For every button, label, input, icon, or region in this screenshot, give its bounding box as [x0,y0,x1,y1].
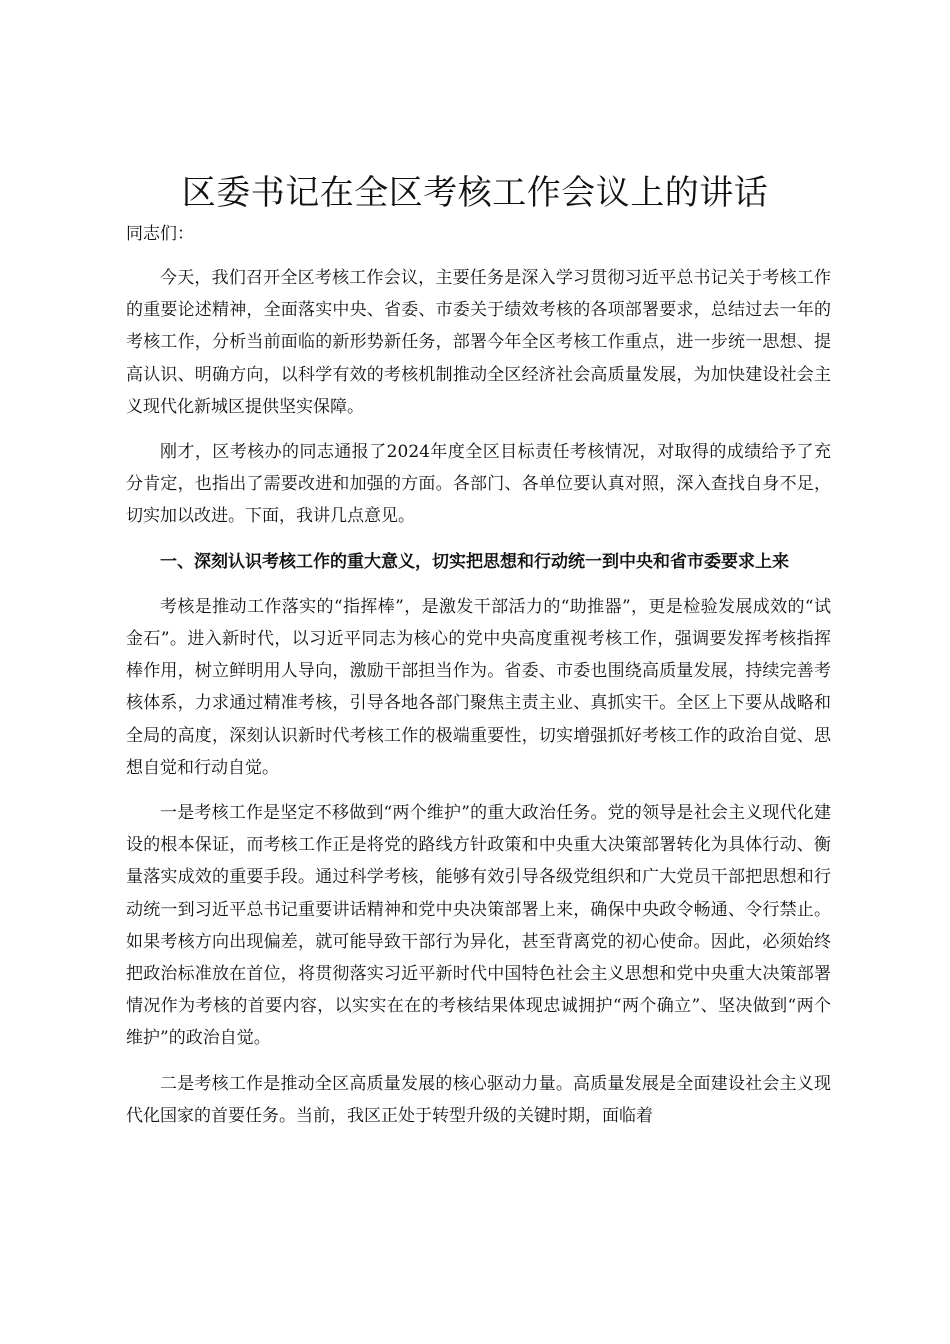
salutation: 同志们： [126,224,194,244]
paragraph-point-2: 二是考核工作是推动全区高质量发展的核心驱动力量。高质量发展是全面建设社会主义现代化国家的首要任务。当前，我区正处于转型升级的关键时期，面临着 [126,1073,831,1126]
section-heading-1: 一、深刻认识考核工作的重大意义，切实把思想和行动统一到中央和省市委要求上来 [160,551,789,572]
paragraph-overview: 刚才，区考核办的同志通报了2024年度全区目标责任考核情况，对取得的成绩给予了充分肯定，也指出了需要改进和加强的方面。各部门、各单位要认真对照，深入查找自身不足，切实加以改进。下面，我讲几点意见。 [126,442,831,527]
document-body [126,220,831,1132]
paragraph-point-1: 一是考核工作是坚定不移做到“两个维护”的重大政治任务。党的领导是社会主义现代化建设的根本保证，而考核工作正是将党的路线方针政策和中央重大决策部署转化为具体行动、衡量落实成效的重要手段。通过科学考核，能够有效引导各级党组织和广大党员干部把思想和行动统一到习近平总书记重要讲话精神和党中央决策部署上来，确保中央政令畅通、令行禁止。如果考核方向出现偏差，就可能导致干部行为异化，甚至背离党的初心使命。因此，必须始终把政治标准放在首位，将贯彻落实习近平新时代中国特色社会主义思想和党中央重大决策部署情况作为考核的首要内容，以实实在在的考核结果体现忠诚拥护“两个确立”、坚决做到“两个维护”的政治自觉。 [126,803,831,1049]
paragraph-intro: 今天，我们召开全区考核工作会议，主要任务是深入学习贯彻习近平总书记关于考核工作的重要论述精神，全面落实中央、省委、市委关于绩效考核的各项部署要求，总结过去一年的考核工作，分析当前面临的新形势新任务，部署今年全区考核工作重点，进一步统一思想、提高认识、明确方向，以科学有效的考核机制推动全区经济社会高质量发展，为加快建设社会主义现代化新城区提供坚实保障。 [126,268,831,417]
document-title: 区委书记在全区考核工作会议上的讲话 [181,173,769,213]
paragraph-section-1-body: 考核是推动工作落实的“指挥棒”，是激发干部活力的“助推器”，更是检验发展成效的“试金石”。进入新时代，以习近平同志为核心的党中央高度重视考核工作，强调要发挥考核指挥棒作用，树立鲜明用人导向，激励干部担当作为。省委、市委也围绕高质量发展，持续完善考核体系，力求通过精准考核，引导各地各部门聚焦主责主业、真抓实干。全区上下要从战略和全局的高度，深刻认识新时代考核工作的极端重要性，切实增强抓好考核工作的政治自觉、思想自觉和行动自觉。 [126,596,831,778]
